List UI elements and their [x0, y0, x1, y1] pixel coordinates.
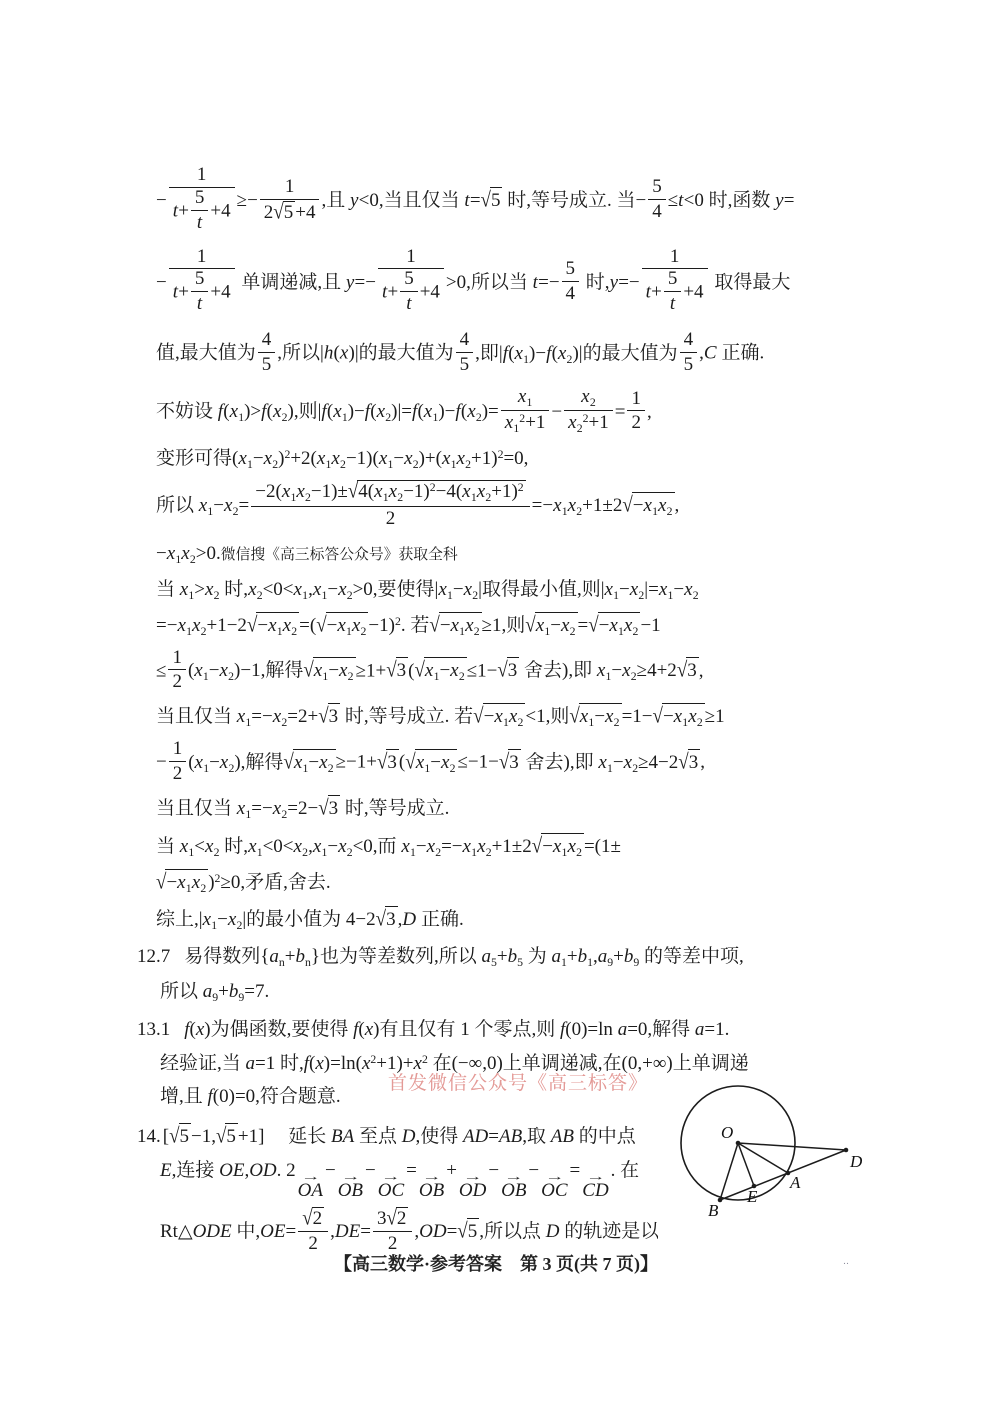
wechat-watermark: 首发微信公众号《高三标答》 — [388, 1073, 649, 1094]
math-line — [137, 1017, 885, 1043]
segment-OA — [738, 1143, 788, 1173]
math-line: 当且仅当 $x_1=-x_2=2-√3$ 时,等号成立. — [156, 796, 450, 822]
point-label-E: E — [747, 1187, 758, 1206]
point-label-B: B — [708, 1201, 719, 1220]
math-line: 所以 $a_9+b_9=7$. — [160, 980, 270, 1005]
math-line: 综上$,|x_1-x_2|$的最小值为 4−2√3 ,D 正确. — [156, 907, 464, 933]
answer-item-12 — [137, 944, 885, 1006]
item-number: 13.1 — [137, 1018, 171, 1040]
math-line: − 1 t+ $\frac{5}{t}$ +4 ≥− $\frac{1}{2√5 +4}$ ,且 y<0,当且仅当 t=√5 时,等号成立. 当− $\frac{5}{4}$ ≤t<0 时,函数 y= — [156, 164, 795, 233]
page-footer: 【高三数学·参考答案 第 3 页(共 7 页)】 — [334, 1254, 658, 1274]
math-line — [137, 944, 885, 971]
segment-BD — [720, 1150, 846, 1200]
math-line: 增,且 f(0)=0,符合题意. — [160, 1086, 341, 1108]
item-text: [√5 −1,√5 +1] 延长 BA 至点 D,使得 AD=AB,取 AB 的中点 — [162, 1124, 636, 1149]
math-line: − 1 t+ $\frac{5}{t}$ +4 单调递减,且 y=− 1 t+ $\frac{5}{t}$ +4 >0,所以当 t=− $\frac{5}{4}$ 时,y=− 1 t+ $\frac{5}{t}$ +4 取得最大 — [156, 245, 791, 315]
math-line: Rt△ODE 中,OE= $\frac{√2}{2}$ ,DE= $\frac{3√2}{2}$ ,OD=√5 ,所以点 D 的轨迹是以 — [160, 1206, 660, 1254]
math-line: $-x_1x_2>0$.微信搜《高三标答公众号》获取全科 — [156, 542, 458, 566]
math-line — [137, 1123, 689, 1150]
math-line: ≤ $\frac{1}{2}$ $(x_1-x_2)-1$,解得$√x_1-x_2 \ge 1+√3$ ($√x_1-x_2 \le 1-√3$ 舍去),即 $x_1-x_2\ge 4+2√3$ , — [156, 646, 704, 693]
math-line: 当且仅当 $x_1=-x_2=2+√3$ 时,等号成立. 若$√-x_1x_2 <1$,则$√x_1-x_2 =1-√-x_1x_2 \ge 1$ — [156, 704, 725, 730]
item-text: f(x)为偶函数,要使得 f(x)有且仅有 1 个零点,则 f(0)=ln a=0,解得 a=1. — [184, 1018, 730, 1040]
segment-OD — [738, 1143, 846, 1150]
math-line: 变形可得$(x_1-x_2)^2+2(x_1x_2-1)(x_1-x_2)+(x_1x_2+1)^2=0$, — [156, 448, 529, 472]
scan-artifact: ‥ — [843, 1256, 852, 1266]
segment-OB — [720, 1143, 738, 1200]
item-number: 14. — [137, 1125, 161, 1147]
segment-OE — [738, 1143, 754, 1186]
circle-diagram — [658, 1078, 890, 1240]
math-line: 不妨设 $f(x_1)>f(x_2)$,则$|f(x_1)-f(x_2)|=f(x_1)-f(x_2)=$ $\frac{x_1}{x_1^2+1}$ − $\frac{x_2}{x_2^2+1}$ = $\frac{1}{2}$ , — [156, 385, 652, 436]
math-line: − $\frac{1}{2}$ $(x_1-x_2)$,解得$√x_1-x_2 \ge-1+√3$ ($√x_1-x_2 \le-1-√3$ 舍去),即 $x_1-x_2\ge 4-2√3$ , — [156, 738, 705, 785]
item-number: 12.7 — [137, 945, 171, 967]
point-label-A: A — [790, 1173, 801, 1192]
point-D — [844, 1148, 849, 1153]
math-line: $√-x_1x_2$ )$^2$≥0,矛盾,舍去. — [156, 870, 331, 896]
math-line: 经验证,当 a=1 时$,f(x)=\ln(x^2+1)+x^2$ 在(−∞,0)上单调递减,在(0,+∞)上单调递 — [160, 1052, 749, 1074]
solution-block-q11 — [156, 166, 885, 934]
point-label-O: O — [721, 1123, 734, 1142]
math-line: 所以 $x_1-x_2=$ $\frac{-2(x_1x_2-1)\pm√4(x_1x_2-1)^2-4(x_1x_2+1)^2}{2}$ $=-x_1x_2+1\pm 2√-x_1x_2$ , — [156, 479, 680, 529]
item-text: 易得数列$\{a_n+b_n\}$也为等差数列,所以 $a_5+b_5$ 为 $a_1+b_1,a_9+b_9$ 的等差中项, — [184, 945, 744, 970]
point-label-D: D — [850, 1152, 863, 1171]
math-line: E,连接 OE,OD. 2 → OA − → OB − → OC = → OB + → OD − → OB − → OC = → CD . 在 — [160, 1159, 640, 1201]
math-line: $=-x_1x_2+1-2√-x_1x_2 =(√-x_1x_2 -1)^2$. 若$√-x_1x_2 \ge 1$,则$√x_1-x_2 =√-x_1x_2 -1$ — [156, 613, 661, 638]
point-O — [736, 1141, 741, 1146]
math-line: 值,最大值为 $\frac{4}{5}$ ,所以|h(x)|的最大值为 $\frac{4}{5}$ ,即$|f(x_1)-f(x_2)|$的最大值为 $\frac{4}{5}$ ,C 正确. — [156, 329, 765, 375]
math-line: 当 $x_1>x_2$ 时$,x_2<0<x_1,x_1-x_2>0$,要使得$|x_1-x_2|$取得最小值,则$|x_1-x_2|=x_1-x_2$ — [156, 578, 699, 602]
math-line: 当 $x_1<x_2$ 时$,x_1<0<x_2,x_1-x_2<0$,而 $x_1-x_2=-x_1x_2+1\pm 2√-x_1x_2 =(1\pm$ — [156, 834, 621, 860]
